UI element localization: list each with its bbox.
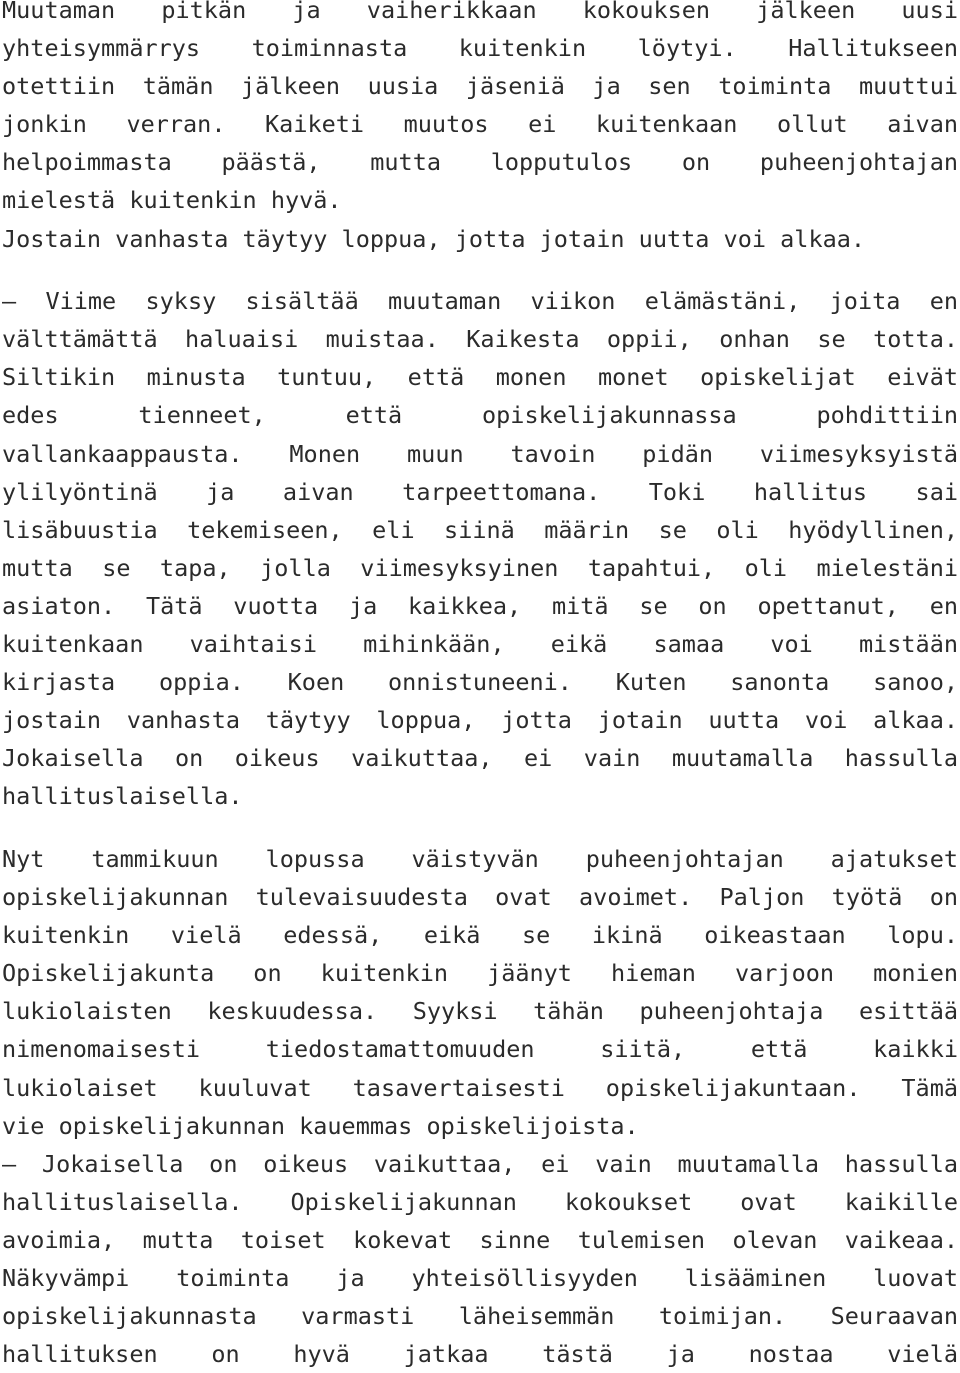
text-line: Näkyvämpi toiminta ja yhteisöllisyyden lisääminen luovat — [2, 1264, 958, 1292]
text-line: Siltikin minusta tuntuu, että monen monet opiskelijat eivät — [2, 363, 958, 392]
paragraph — [2, 840, 958, 1373]
paragraph — [2, 282, 958, 815]
text-line: mielestä kuitenkin hyvä. — [2, 186, 342, 215]
text-line: lukiolaiset kuuluvat tasavertaisesti opiskelijakuntaan. Tämä — [2, 1073, 958, 1102]
text-line: otettiin tämän jälkeen uusia jäseniä ja sen toiminta muuttui — [2, 72, 958, 101]
document-body — [2, 0, 958, 1373]
text-line: Muutaman pitkän ja vaiherikkaan kokouksen jälkeen uusi — [2, 0, 958, 24]
text-line: hallituslaisella. — [2, 782, 243, 811]
text-line: – Viime syksy sisältää muutaman viikon elämästäni, joita en — [2, 287, 958, 316]
text-line: opiskelijakunnan tulevaisuudesta ovat avoimet. Paljon työtä on — [2, 883, 958, 912]
text-line: opiskelijakunnasta varmasti läheisemmän toimijan. Seuraavan — [2, 1302, 958, 1331]
text-line: kuitenkaan vaihtaisi mihinkään, eikä samaa voi mistään — [2, 630, 958, 658]
text-line: Jostain vanhasta täytyy loppua, jotta jotain uutta voi alkaa. — [2, 224, 866, 253]
text-line: kirjasta oppia. Koen onnistuneeni. Kuten sanonta sanoo, — [2, 668, 958, 697]
text-line: ylilyöntinä ja aivan tarpeettomana. Toki hallitus sai — [2, 477, 958, 506]
text-line: avoimia, mutta toiset kokevat sinne tulemisen olevan vaikeaa. — [2, 1225, 958, 1254]
text-line: nimenomaisesti tiedostamattomuuden siitä, että kaikki — [2, 1035, 958, 1064]
text-line: jostain vanhasta täytyy loppua, jotta jotain uutta voi alkaa. — [2, 706, 958, 735]
paragraph — [2, 0, 958, 258]
text-line: vie opiskelijakunnan kauemmas opiskelijoista. — [2, 1111, 639, 1140]
text-line: Jokaisella on oikeus vaikuttaa, ei vain muutamalla hassulla — [2, 744, 958, 773]
text-line: lisäbuustia tekemiseen, eli siinä määrin se oli hyödyllinen, — [2, 515, 958, 544]
text-line: lukiolaisten keskuudessa. Syyksi tähän puheenjohtaja esittää — [2, 997, 958, 1026]
text-line: Opiskelijakunta on kuitenkin jäänyt hieman varjoon monien — [2, 959, 958, 988]
text-line: mutta se tapa, jolla viimesyksyinen tapahtui, oli mielestäni — [2, 553, 958, 582]
text-line: – Jokaisella on oikeus vaikuttaa, ei vain muutamalla hassulla — [2, 1149, 958, 1178]
text-line: jonkin verran. Kaiketi muutos ei kuitenkaan ollut aivan — [2, 110, 958, 139]
text-line: vallankaappausta. Monen muun tavoin pidän viimesyksyistä — [2, 439, 958, 468]
text-line: yhteisymmärrys toiminnasta kuitenkin löytyi. Hallitukseen — [2, 34, 958, 63]
text-line: edes tienneet, että opiskelijakunnassa pohdittiin — [2, 401, 958, 430]
text-line: hallituksen on hyvä jatkaa tästä ja nostaa vielä — [2, 1340, 958, 1369]
text-line: välttämättä haluaisi muistaa. Kaikesta oppii, onhan se totta. — [2, 325, 958, 354]
text-line: hallituslaisella. Opiskelijakunnan kokoukset ovat kaikille — [2, 1187, 958, 1216]
text-line: kuitenkin vielä edessä, eikä se ikinä oikeastaan lopu. — [2, 921, 958, 950]
text-line: helpoimmasta päästä, mutta lopputulos on puheenjohtajan — [2, 148, 958, 177]
text-line: Nyt tammikuun lopussa väistyvän puheenjohtajan ajatukset — [2, 844, 958, 873]
text-line: asiaton. Tätä vuotta ja kaikkea, mitä se on opettanut, en — [2, 591, 958, 620]
